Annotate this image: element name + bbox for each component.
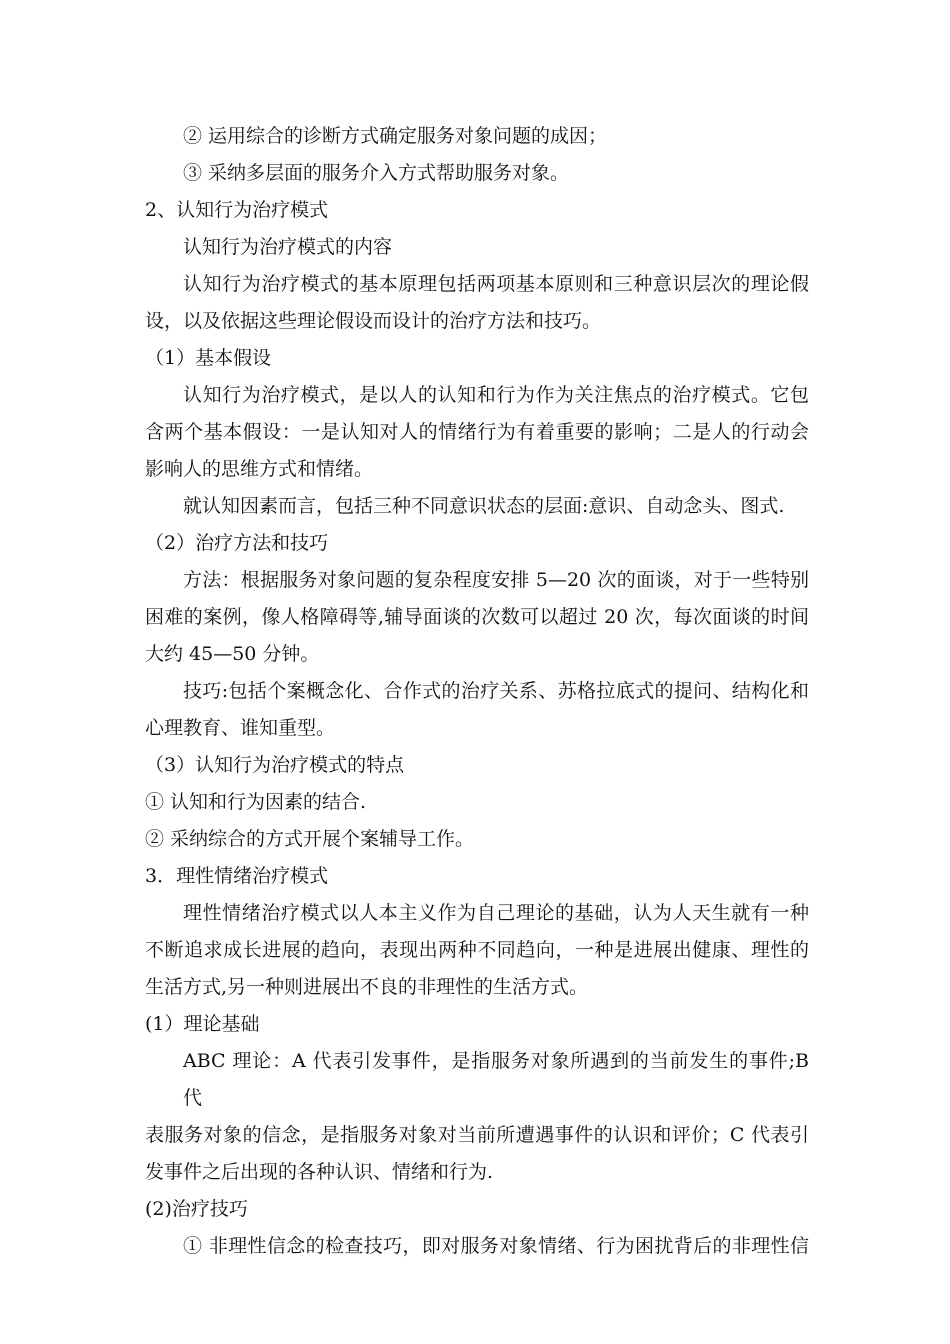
text-line: (1）理论基础 — [145, 1013, 260, 1035]
text-line: （1）基本假设 — [145, 347, 272, 369]
text-line: 技巧:包括个案概念化、合作式的治疗关系、苏格拉底式的提问、结构化和 — [183, 680, 809, 702]
text-line: 2、认知行为治疗模式 — [145, 199, 329, 221]
text-line: 认知行为治疗模式的内容 — [183, 236, 393, 258]
text-line: 影响人的思维方式和情绪。 — [145, 458, 374, 480]
text-line: ① 非理性信念的检查技巧，即对服务对象情绪、行为困扰背后的非理性信 — [183, 1235, 809, 1257]
text-line: （2）治疗方法和技巧 — [145, 532, 329, 554]
text-line: （3）认知行为治疗模式的特点 — [145, 754, 405, 776]
text-line: ABC 理论：A 代表引发事件，是指服务对象所遇到的当前发生的事件;B 代 — [183, 1050, 809, 1109]
document-body — [145, 118, 809, 1265]
text-line: (2)治疗技巧 — [145, 1198, 248, 1220]
text-line: 认知行为治疗模式，是以人的认知和行为作为关注焦点的治疗模式。它包 — [183, 384, 809, 406]
text-line: ② 运用综合的诊断方式确定服务对象问题的成因； — [183, 125, 608, 147]
text-line: 设，以及依据这些理论假设而设计的治疗方法和技巧。 — [145, 310, 602, 332]
text-line: 含两个基本假设：一是认知对人的情绪行为有着重要的影响；二是人的行动会 — [145, 421, 809, 443]
text-line: 不断追求成长进展的趋向，表现出两种不同趋向，一种是进展出健康、理性的 — [145, 939, 809, 961]
text-line: 3．理性情绪治疗模式 — [145, 865, 329, 887]
text-line: 困难的案例，像人格障碍等,辅导面谈的次数可以超过 20 次，每次面谈的时间 — [145, 606, 809, 628]
text-line: 认知行为治疗模式的基本原理包括两项基本原则和三种意识层次的理论假 — [183, 273, 809, 295]
text-line: ① 认知和行为因素的结合. — [145, 791, 367, 813]
text-line: ② 采纳综合的方式开展个案辅导工作。 — [145, 828, 475, 850]
text-line: 方法：根据服务对象问题的复杂程度安排 5—20 次的面谈，对于一些特别 — [183, 569, 809, 591]
text-line: 生活方式,另一种则进展出不良的非理性的生活方式。 — [145, 976, 589, 998]
text-line: 理性情绪治疗模式以人本主义作为自己理论的基础，认为人天生就有一种 — [183, 902, 809, 924]
text-line: 心理教育、谁知重型。 — [145, 717, 336, 739]
text-line: 就认知因素而言，包括三种不同意识状态的层面:意识、自动念头、图式. — [183, 495, 785, 517]
text-line: 发事件之后出现的各种认识、情绪和行为. — [145, 1161, 494, 1183]
text-line: 大约 45—50 分钟。 — [145, 643, 320, 665]
text-line: 表服务对象的信念，是指服务对象对当前所遭遇事件的认识和评价；C 代表引 — [145, 1124, 809, 1146]
text-line: ③ 采纳多层面的服务介入方式帮助服务对象。 — [183, 162, 570, 184]
